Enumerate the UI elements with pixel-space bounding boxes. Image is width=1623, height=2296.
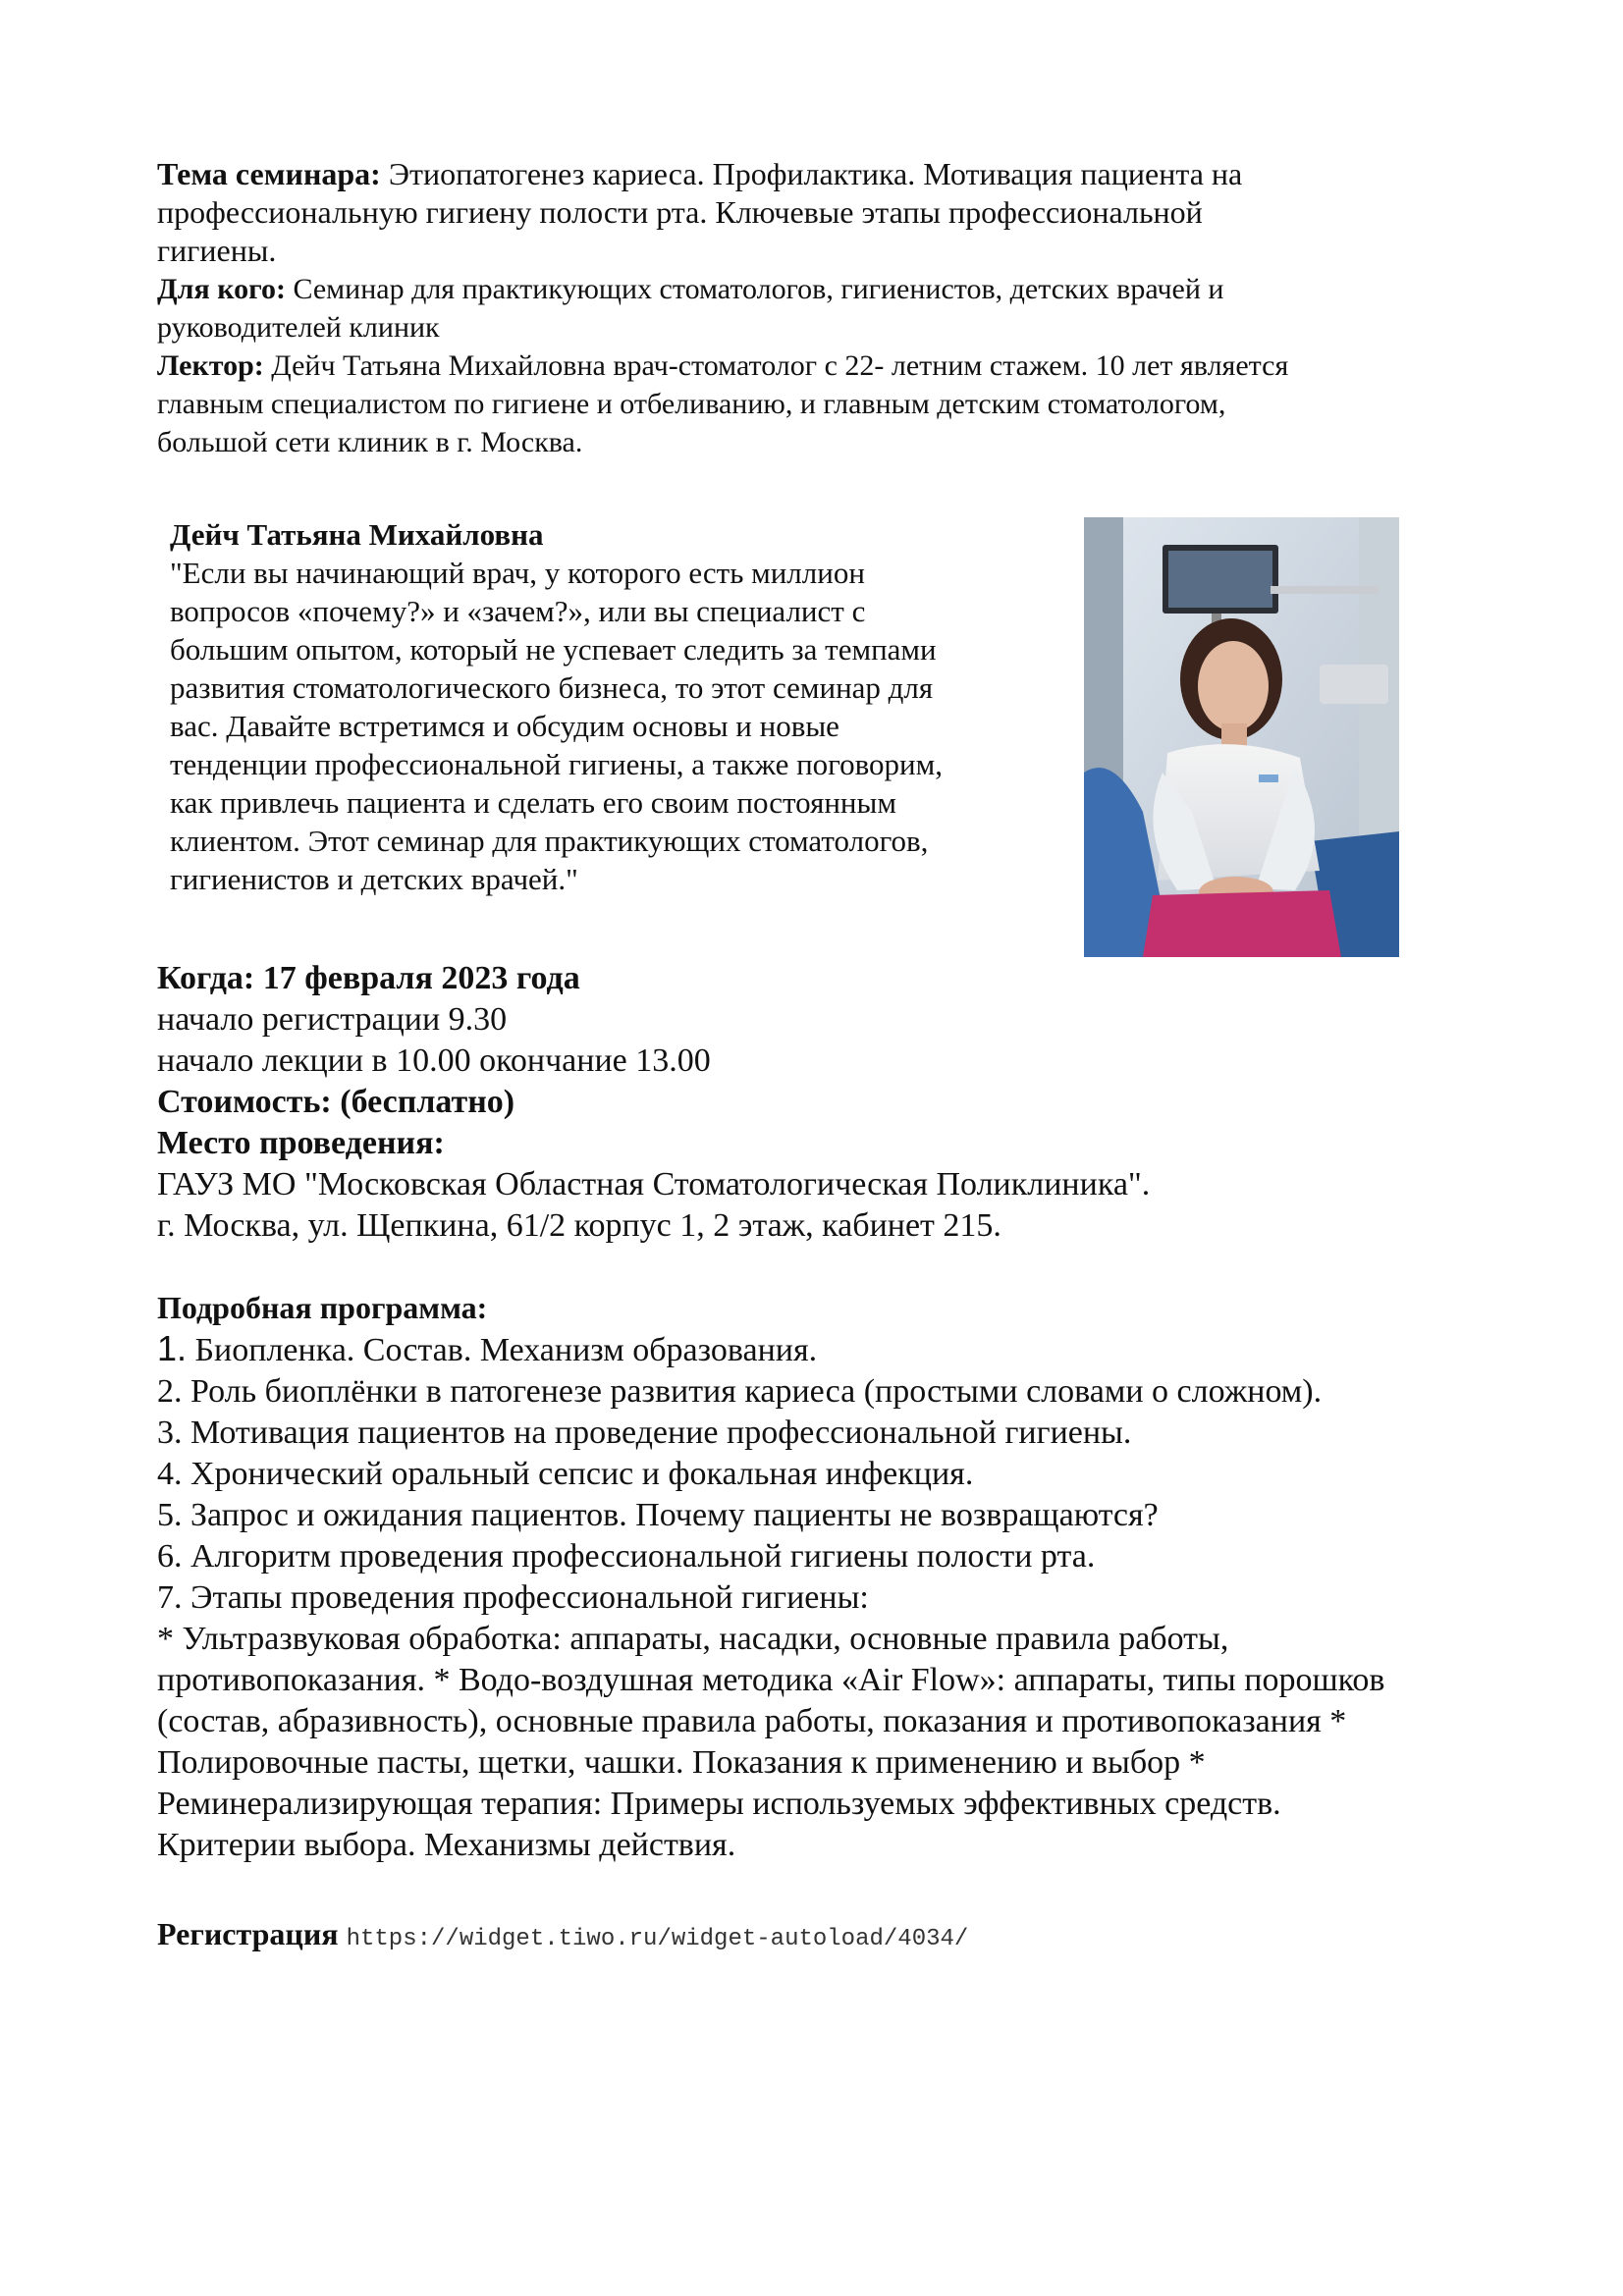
program: [157, 1287, 1473, 1866]
program-item: 3. Мотивация пациентов на проведение профессиональной гигиены.: [157, 1415, 1132, 1451]
audience: Для кого: Семинар для практикующих стоматологов, гигиенистов, детских врачей и: [157, 273, 1224, 305]
program-item: 1. Биопленка. Состав. Механизм образования.: [157, 1328, 818, 1368]
lecturer-name: Дейч Татьяна Михайловна: [170, 517, 544, 552]
topic: Тема семинара: Этиопатогенез кариеса. Профилактика. Мотивация пациента на: [157, 156, 1243, 191]
program-item: 5. Запрос и ожидания пациентов. Почему пациенты не возвращаются?: [157, 1497, 1159, 1533]
lecturer: Лектор: Дейч Татьяна Михайловна врач-стоматолог с 22- летним стажем. 10 лет является: [157, 349, 1289, 382]
program-item: противопоказания. * Водо-воздушная методика «Air Flow»: аппараты, типы порошков: [157, 1662, 1385, 1698]
event-details: Когда: 17 февраля 2023 года начало регистрации 9.30 начало лекции в 10.00 окончание 13.00 Стоимость: (бесплатно) Место проведения: ГАУЗ МО "Московская Областная Стоматологическая Поликлиника". г. Москва, ул. Щепкина, 61/2 корпус 1, 2 этаж, кабинет 215.: [157, 958, 1473, 1247]
event-cost: Стоимость: (бесплатно): [157, 1084, 515, 1120]
program-item: Реминерализирующая терапия: Примеры используемых эффективных средств.: [157, 1786, 1281, 1822]
program-item: Критерии выбора. Механизмы действия.: [157, 1827, 736, 1863]
program-item: 7. Этапы проведения профессиональной гигиены:: [157, 1579, 869, 1616]
lecturer-photo: [1084, 517, 1399, 957]
lecturer-quote: Дейч Татьяна Михайловна "Если вы начинающий врач, у которого есть миллион вопросов «почему?» и «зачем?», или вы специалист с большим опытом, который не успевает следить за темпами развития стоматологического бизнеса, то этот семинар для вас. Давайте встретимся и обсудим основы и новые тенденции профессиональной гигиены, а также поговорим, как привлечь пациента и сделать его своим постоянным клиентом. Этот семинар для практикующих стоматологов, гигиенистов и детских врачей.": [170, 515, 1034, 898]
registration-link[interactable]: https://widget.tiwo.ru/widget-autoload/4034/: [346, 1926, 969, 1952]
registration: [157, 1914, 1473, 1959]
venue-label: Место проведения:: [157, 1125, 445, 1161]
registration-label: Регистрация: [157, 1916, 339, 1951]
program-item: * Ультразвуковая обработка: аппараты, насадки, основные правила работы,: [157, 1621, 1229, 1657]
program-item: (состав, абразивность), основные правила работы, показания и противопоказания *: [157, 1703, 1347, 1739]
program-title: Подробная программа:: [157, 1290, 488, 1325]
program-item: Полировочные пасты, щетки, чашки. Показания к применению и выбор *: [157, 1744, 1206, 1781]
program-item: 2. Роль биоплёнки в патогенезе развития кариеса (простыми словами о сложном).: [157, 1373, 1323, 1410]
event-date: Когда: 17 февраля 2023 года: [157, 960, 580, 996]
seminar-intro: Тема семинара: Этиопатогенез кариеса. Профилактика. Мотивация пациента на профессиональную гигиену полости рта. Ключевые этапы профессиональной гигиены. Для кого: Семинар для практикующих стоматологов, гигиенистов, детских врачей и руководителей клиник Лектор: Дейч Татьяна Михайловна врач-стоматолог с 22- летним стажем. 10 лет является главным специалистом по гигиене и отбеливанию, и главным детским стоматологом, большой сети клиник в г. Москва.: [157, 155, 1473, 461]
program-item: 4. Хронический оральный сепсис и фокальная инфекция.: [157, 1456, 974, 1492]
program-item: 6. Алгоритм проведения профессиональной гигиены полости рта.: [157, 1538, 1096, 1575]
